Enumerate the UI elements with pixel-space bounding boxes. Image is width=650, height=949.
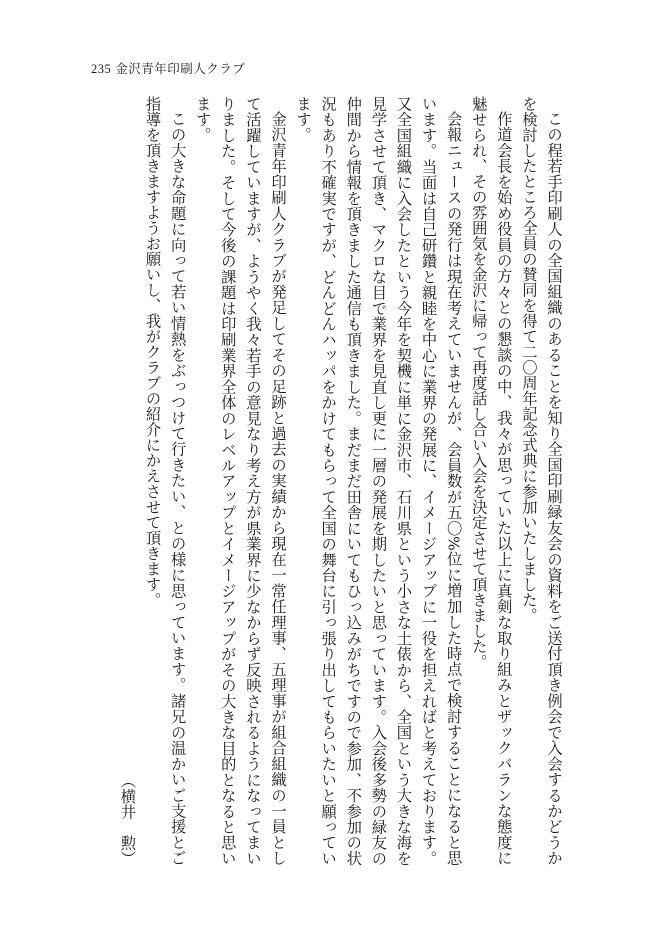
page-number: 235 xyxy=(91,62,112,76)
paragraph-4: 金沢青年印刷人クラブが発足してその足跡と過去の実績から現在一常任理事、五理事が組合組織の一員として活躍していますが、ようやく我々若手の意見なり考え方が県業界に少なからず反映されるようになってまいりました。そして今後の課題は印刷業界全体のレベルアップとイメージアップがその大きな目的となると思います。 xyxy=(193,96,287,866)
author-signature: （横井 勲） xyxy=(118,773,137,866)
paragraph-3: 会報ニュースの発行は現在考えていませんが、会員数が五〇%位に増加した時点で検討することになると思います。当面は自己研鑽と親睦を中心に業界の発展に、イメージアップに一役を担えればと考えております。又全国組織に入会したという今年を契機に単に金沢市、石川県という小さな土俵から、全国という大きな海を見学させて頂き、マクロな目で業界を見直し更に一層の発展を期したいと思っています。入会後多勢の緑友の仲間から情報を頂きました通信も頂きました。まだまだ田舎にいてもひっ込みがちですので参加、不参加の状況もあり不確実ですが、どんどんハッパをかけてもらって全国の舞台に引っ張り出してもらいたいと願っています。 xyxy=(294,96,463,866)
page-header xyxy=(91,59,245,77)
paragraph-5: この大きな命題に向って若い情熱をぶっつけて行きたい、との様に思っています。諸兄の温かいご支援とご指導を頂きますようお願いし、我がクラブの紹介にかえさせて頂きます。 xyxy=(143,96,187,866)
vertical-body-text xyxy=(76,96,566,866)
section-title: 金沢青年印刷人クラブ xyxy=(115,61,246,76)
paragraph-1: この程若手印刷人の全国組織のあることを知り全国印刷緑友会の資料をご送付頂き例会で入会するかどうかを検討したところ全員の賛同を得て二〇周年記念式典に参加いたしました。 xyxy=(519,96,563,866)
paragraph-2: 作道会長を始め役員の方々との懇談の中、我々が思っていた以上に真剣な取り組みとザックバランな態度に魅せられ、その雰囲気を金沢に帰って再度話し合い入会を決定させて頂きました。 xyxy=(469,96,513,866)
